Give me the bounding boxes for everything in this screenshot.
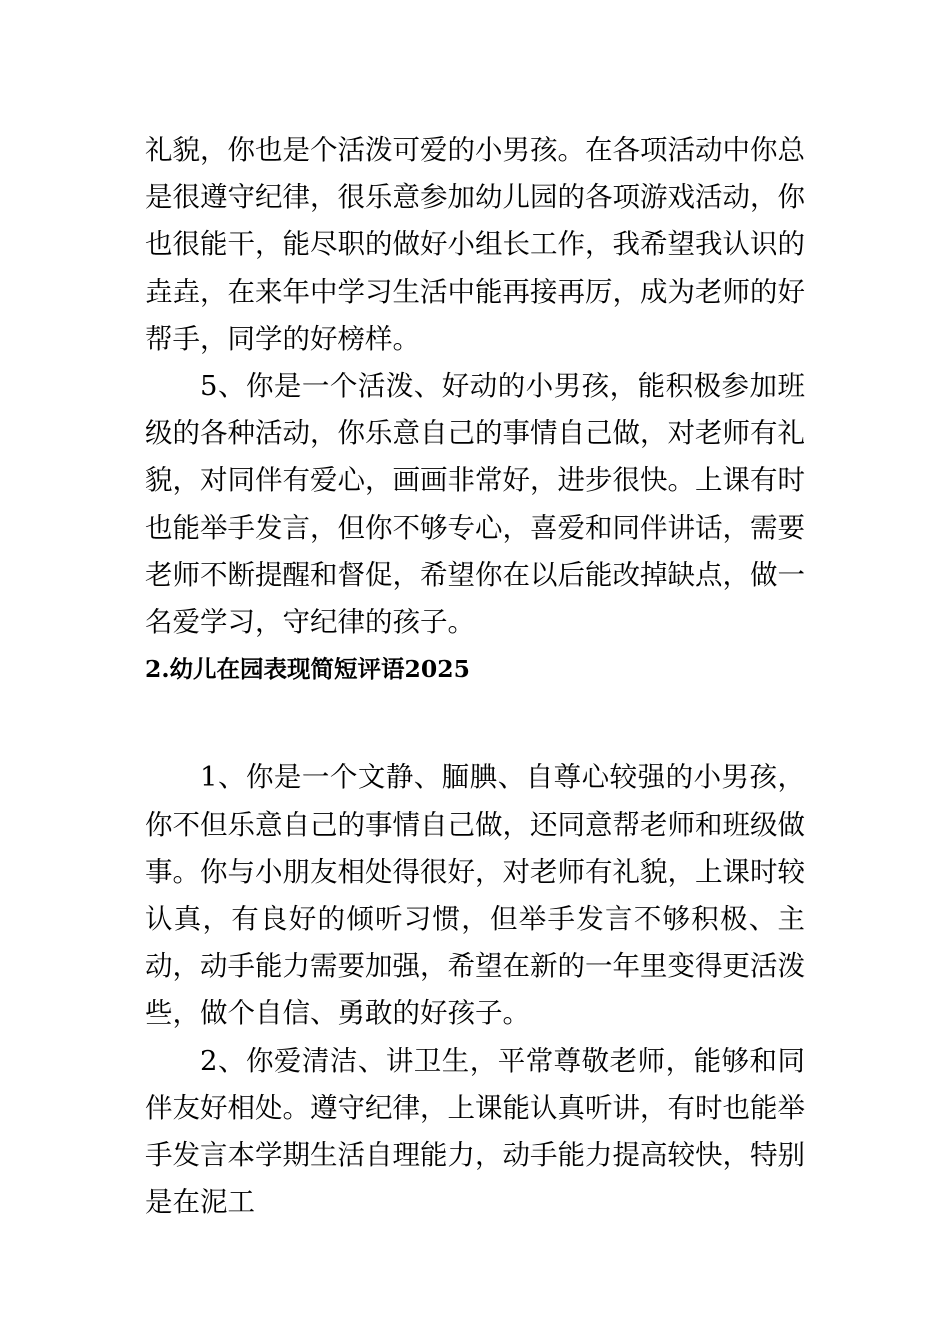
document-page xyxy=(145,127,805,1226)
paragraph-comment-5: 5、你是一个活泼、好动的小男孩，能积极参加班级的各种活动，你乐意自己的事情自己做，对老师有礼貌，对同伴有爱心，画画非常好，进步很快。上课有时也能举手发言，但你不够专心，喜爱和同伴讲话，需要老师不断提醒和督促，希望你在以后能改掉缺点，做一名爱学习，守纪律的孩子。 xyxy=(145,370,805,639)
section-heading: 2.幼儿在园表现简短评语2025 xyxy=(145,655,470,684)
paragraph-comment-2: 2、你爱清洁、讲卫生，平常尊敬老师，能够和同伴友好相处。遵守纪律，上课能认真听讲，有时也能举手发言本学期生活自理能力，动手能力提高较快，特别是在泥工 xyxy=(145,1044,805,1219)
paragraph-continued: 礼貌，你也是个活泼可爱的小男孩。在各项活动中你总是很遵守纪律，很乐意参加幼儿园的各项游戏活动，你也很能干，能尽职的做好小组长工作，我希望我认识的垚垚，在来年中学习生活中能再接再厉，成为老师的好帮手，同学的好榜样。 xyxy=(145,134,805,355)
section-spacer xyxy=(145,693,805,754)
paragraph-comment-1: 1、你是一个文静、腼腆、自尊心较强的小男孩，你不但乐意自己的事情自己做，还同意帮老师和班级做事。你与小朋友相处得很好，对老师有礼貌，上课时较认真，有良好的倾听习惯，但举手发言不够积极、主动，动手能力需要加强，希望在新的一年里变得更活泼些，做个自信、勇敢的好孩子。 xyxy=(145,761,805,1030)
